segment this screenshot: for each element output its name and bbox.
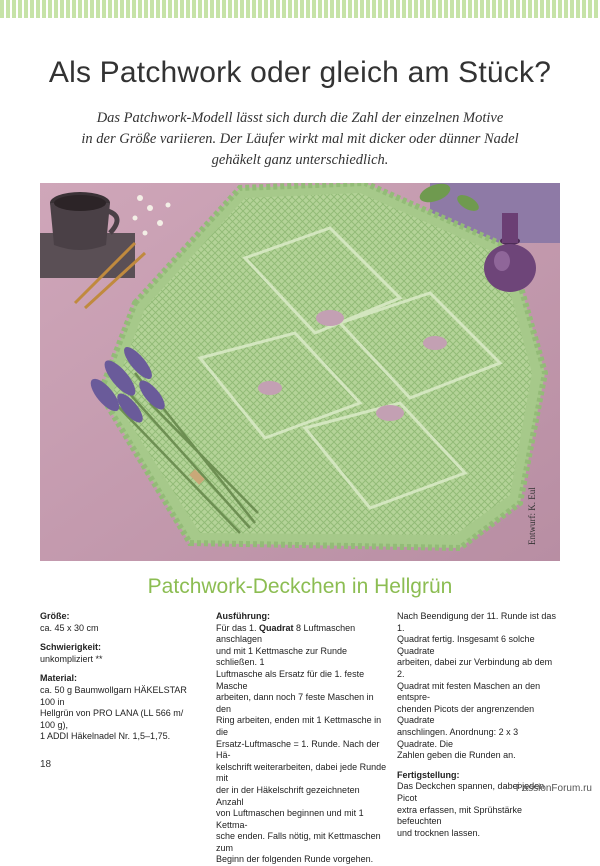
instruction-line: Ersatz-Luftmasche = 1. Runde. Nach der Hä-: [216, 738, 380, 761]
continuation-column: [397, 611, 560, 839]
instruction-line: [216, 623, 388, 646]
pattern-title: Patchwork-Deckchen in Hellgrün: [147, 575, 453, 598]
doily-photo: [40, 183, 560, 561]
instruction-line: Ring arbeiten, enden mit 1 Kettmasche in die: [216, 715, 382, 737]
continuation-line: Quadrat mit festen Maschen an den entspre-: [397, 680, 541, 703]
specs-column: [40, 611, 200, 743]
designer-credit: Entwurf: K. Eul: [527, 487, 537, 545]
page-number: 18: [40, 759, 52, 770]
doily-photo-illustration: [40, 183, 560, 561]
intro-line: gehäkelt ganz unterschiedlich.: [211, 152, 389, 168]
instruction-line: Beginn der folgenden Runde vorgehen.: [216, 854, 374, 865]
instruction-line: Luftmasche als Ersatz für die 1. feste Masche: [216, 668, 365, 691]
intro-text: [70, 108, 530, 171]
material-line: Hellgrün von PRO LANA (LL 566 m/ 100 g),: [40, 708, 184, 730]
material-line: ca. 50 g Baumwollgarn HÄKELSTAR 100 in: [40, 684, 187, 707]
instruction-line: und mit 1 Kettmasche zur Runde schließen. 1: [216, 645, 348, 668]
intro-line: in der Größe variieren. Der Läufer wirkt mal mit dicker oder dünner Nadel: [81, 131, 519, 147]
finishing-line: Das Deckchen spannen, dabei jeden Picot: [397, 781, 545, 803]
instruction-text: Für das 1.: [216, 622, 260, 633]
instruction-line: der in der Häkelschrift gezeichneten Anzahl: [216, 784, 360, 807]
difficulty-value: unkompliziert **: [40, 653, 103, 664]
continuation-line: anschlingen. Anordnung: 2 x 3 Quadrate. Die: [397, 726, 519, 749]
continuation-line: chenden Picots der angrenzenden Quadrate: [397, 703, 535, 726]
continuation-line: arbeiten, dabei zur Verbindung ab dem 2.: [397, 657, 553, 679]
size-label: Größe:: [40, 611, 70, 621]
finishing-label: Fertigstellung:: [397, 769, 460, 780]
intro-line: Das Patchwork-Modell lässt sich durch die Zahl der einzelnen Motive: [96, 110, 504, 126]
finishing-line: und trocknen lassen.: [397, 827, 481, 838]
size-value: ca. 45 x 30 cm: [40, 622, 99, 633]
watermark: PassionForum.ru: [515, 783, 592, 794]
difficulty-label: Schwierigkeit:: [40, 642, 102, 653]
instruction-line: von Luftmaschen beginnen und mit 1 Kettma-: [216, 808, 364, 830]
stripe-cover: [0, 18, 600, 24]
instructions-column: [216, 611, 388, 866]
finishing-line: extra erfassen, mit Sprühstärke befeuchten: [397, 804, 523, 827]
instruction-line: sche enden. Falls nötig, mit Kettmaschen zum: [216, 831, 381, 853]
instruction-line: kelschrift weiterarbeiten, dabei jede Runde mit: [216, 761, 387, 784]
continuation-line: Zahlen geben die Runden an.: [397, 750, 516, 761]
page-title: Als Patchwork oder gleich am Stück?: [48, 56, 552, 89]
instruction-line: arbeiten, dann noch 7 feste Maschen in den: [216, 692, 374, 714]
material-line: 1 ADDI Häkelnadel Nr. 1,5–1,75.: [40, 731, 171, 742]
material-label: Material:: [40, 673, 78, 684]
instructions-label: Ausführung:: [216, 611, 270, 621]
quadrat-term: Quadrat: [259, 622, 294, 633]
continuation-line: Quadrat fertig. Insgesamt 6 solche Quadrate: [397, 634, 535, 656]
instruction-text: 8 Luftmaschen anschlagen: [216, 622, 356, 645]
continuation-line: Nach Beendigung der 11. Runde ist das 1.: [397, 611, 556, 633]
